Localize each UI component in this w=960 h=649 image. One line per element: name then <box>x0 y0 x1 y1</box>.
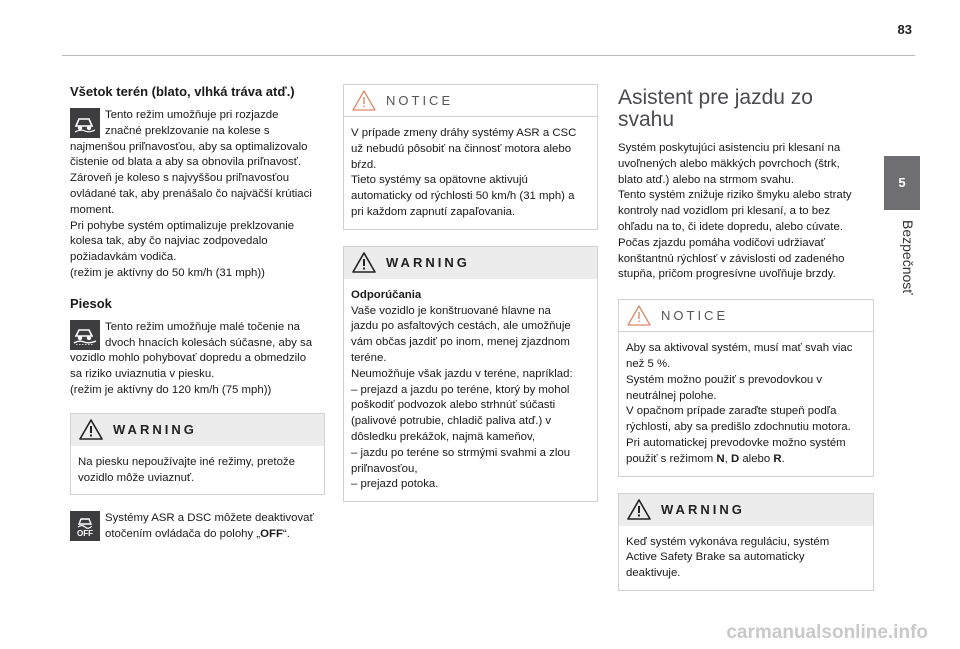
hill-descent-line: ohľadu na to, či idete dopredu, alebo cúvate. <box>618 220 843 233</box>
warning-triangle-icon <box>79 419 103 440</box>
notice-line: Systém možno použiť s prevodovkou v <box>626 373 823 386</box>
hill-descent-line: konštantnú rýchlosť v závislosti od zadeného <box>618 252 845 265</box>
hill-descent-line: kontroly nad vozidlom pri klesaní, a to bez <box>618 205 831 218</box>
chapter-tab[interactable]: 5 <box>884 156 920 210</box>
all-terrain-line: kolesa tak, aby čo najviac zodpovedalo <box>70 235 268 248</box>
warning-line: Vaše vozidlo je konštruované hlavne na <box>351 304 551 317</box>
warning-line: jazdu po asfaltových cestách, ale umožňuje <box>351 320 571 333</box>
sand-mode-icon <box>70 320 100 350</box>
hill-descent-text <box>618 141 874 283</box>
warning-box-sand <box>70 413 325 496</box>
warning-line: Keď systém vykonáva reguláciu, systém <box>626 535 830 548</box>
warning-line: – prejazd a jazdu po teréne, ktorý by mohol <box>351 383 570 396</box>
warning-line: – jazdu po teréne so strmými svahmi a zlou <box>351 446 571 459</box>
notice-header <box>619 300 873 332</box>
esc-off-icon <box>70 511 100 541</box>
page-number: 83 <box>897 22 912 37</box>
warning-box-offroad <box>343 246 598 502</box>
esc-off-icon-text: OFF <box>77 528 93 538</box>
all-terrain-line: ovládané tak, aby prenášalo čo najväčší krútiaci <box>70 187 312 200</box>
notice-label: NOTICE <box>386 92 454 108</box>
warning-label: WARNING <box>113 421 197 437</box>
off-line: Systémy ASR a DSC môžete deaktivovať <box>105 512 314 525</box>
sand-title: Piesok <box>70 295 112 311</box>
notice-box-hill <box>618 299 874 476</box>
all-terrain-line: značné preklzovanie na kolese s <box>105 124 270 137</box>
all-terrain-line: Zároveň je koleso s najvyššou priľnavosťou <box>70 172 290 185</box>
notice-line: neutrálnej polohe. <box>626 389 717 402</box>
all-terrain-line: čistenie od blata a aby sa obnovila priľnavosť. <box>70 156 302 169</box>
all-terrain-title: Všetok terén (blato, vlhká tráva atď.) <box>70 84 295 99</box>
notice-line: pri každom zapnutí zapaľovania. <box>351 205 516 218</box>
header-rule <box>62 55 915 56</box>
notice-line: automaticky od rýchlosti 50 km/h (31 mph) a <box>351 190 575 203</box>
warning-header <box>71 414 324 446</box>
notice-line: bŕzd. <box>351 158 377 171</box>
watermark[interactable]: carmanualsonline.info <box>726 622 928 643</box>
notice-line: V prípade zmeny dráhy systémy ASR a CSC <box>351 127 577 139</box>
warning-label: WARNING <box>386 254 470 270</box>
warning-line: poškodiť podvozok alebo strhnúť súčasti <box>351 399 556 412</box>
warning-line: teréne. <box>351 351 387 364</box>
warning-line: priľnavosťou, <box>351 462 418 475</box>
notice-line: použiť s režimom N, D alebo R. <box>626 452 785 465</box>
notice-line: než 5 %. <box>626 357 671 370</box>
warning-line: Active Safety Brake sa automaticky <box>626 551 805 564</box>
warning-line: deaktivuje. <box>626 567 681 580</box>
off-line: otočením ovládača do polohy „OFF“. <box>105 528 290 541</box>
warning-line: vám občas jazdiť po inom, menej zjazdnom <box>351 336 570 349</box>
column-3 <box>618 87 874 607</box>
sand-line: Tento režim umožňuje malé točenie na <box>105 320 301 333</box>
column-1 <box>70 84 325 543</box>
notice-line: V opačnom prípade zaraďte stupeň podľa <box>626 405 837 418</box>
all-terrain-line: požiadavkám vodiča. <box>70 251 177 264</box>
notice-triangle-icon <box>627 305 651 326</box>
notice-label: NOTICE <box>661 307 729 323</box>
hill-descent-line: uvoľnených alebo mäkkých povrchoch (štrk, <box>618 157 840 170</box>
warning-heading: Odporúčania <box>351 288 422 301</box>
all-terrain-line: (režim je aktívny do 50 km/h (31 mph)) <box>70 266 265 279</box>
warning-triangle-icon <box>627 499 651 520</box>
hill-descent-line: Počas zjazdu pomáha vodičovi udržiavať <box>618 236 825 249</box>
notice-line: Pri automatickej prevodovke možno systém <box>626 436 846 449</box>
hill-descent-line: Tento systém znižuje riziko šmyku alebo straty <box>618 189 852 202</box>
warning-header <box>344 247 597 279</box>
notice-line: Tieto systémy sa opätovne aktivujú <box>351 174 528 187</box>
sand-section <box>70 296 325 399</box>
notice-line: Aby sa aktivoval systém, musí mať svah viac <box>626 342 853 355</box>
notice-header <box>344 85 597 117</box>
hill-descent-line: Systém poskytujúci asistenciu pri klesaní na <box>618 142 841 154</box>
notice-box-asr <box>343 84 598 230</box>
all-terrain-section <box>70 84 325 282</box>
hill-descent-line: stupňa, pričom progresívne uvoľňuje brzdy. <box>618 268 836 281</box>
warning-header <box>619 494 873 526</box>
warning-line: Neumožňuje však jazdu v teréne, napríklad: <box>351 367 573 380</box>
warning-label: WARNING <box>661 501 745 517</box>
all-terrain-mode-icon <box>70 108 100 138</box>
sand-line: sa riziko uviaznutia v piesku. <box>70 368 215 381</box>
all-terrain-line: Pri pohybe systém optimalizuje preklzovanie <box>70 219 295 232</box>
warning-line: (palivové potrubie, chladič paliva atď.) v <box>351 415 552 428</box>
column-2 <box>343 84 598 518</box>
all-terrain-line: Tento režim umožňuje pri rozjazde <box>105 109 279 121</box>
warning-line: – prejazd potoka. <box>351 478 439 491</box>
all-terrain-line: najmenšou priľnavosťou, aby sa optimalizovalo <box>70 140 308 153</box>
sand-line: dvoch hnacích kolesách súčasne, aby sa <box>105 336 313 349</box>
warning-box-hill <box>618 493 874 591</box>
warning-line: Na piesku nepoužívajte iné režimy, pretože <box>78 455 295 468</box>
notice-triangle-icon <box>352 90 376 111</box>
notice-line: už nebudú pôsobiť na činnosť motora alebo <box>351 142 572 155</box>
all-terrain-line: moment. <box>70 203 115 216</box>
warning-line: vozidlo môže uviaznuť. <box>78 471 195 484</box>
warning-triangle-icon <box>352 252 376 273</box>
notice-line: rýchlosti, aby sa predišlo zdochnutiu motora. <box>626 421 851 434</box>
sand-line: (režim je aktívny do 120 km/h (75 mph)) <box>70 383 272 396</box>
hill-descent-title: Asistent pre jazdu zo svahu <box>618 86 813 131</box>
off-section <box>70 511 325 543</box>
chapter-title: Bezpečnosť <box>900 220 916 295</box>
hill-descent-line: blato atď.) alebo na strmom svahu. <box>618 173 795 186</box>
warning-line: dôsledku prekážok, najmä kameňov, <box>351 430 536 443</box>
sand-line: vozidlo mohlo pohybovať dopredu a obmedzilo <box>70 352 307 365</box>
